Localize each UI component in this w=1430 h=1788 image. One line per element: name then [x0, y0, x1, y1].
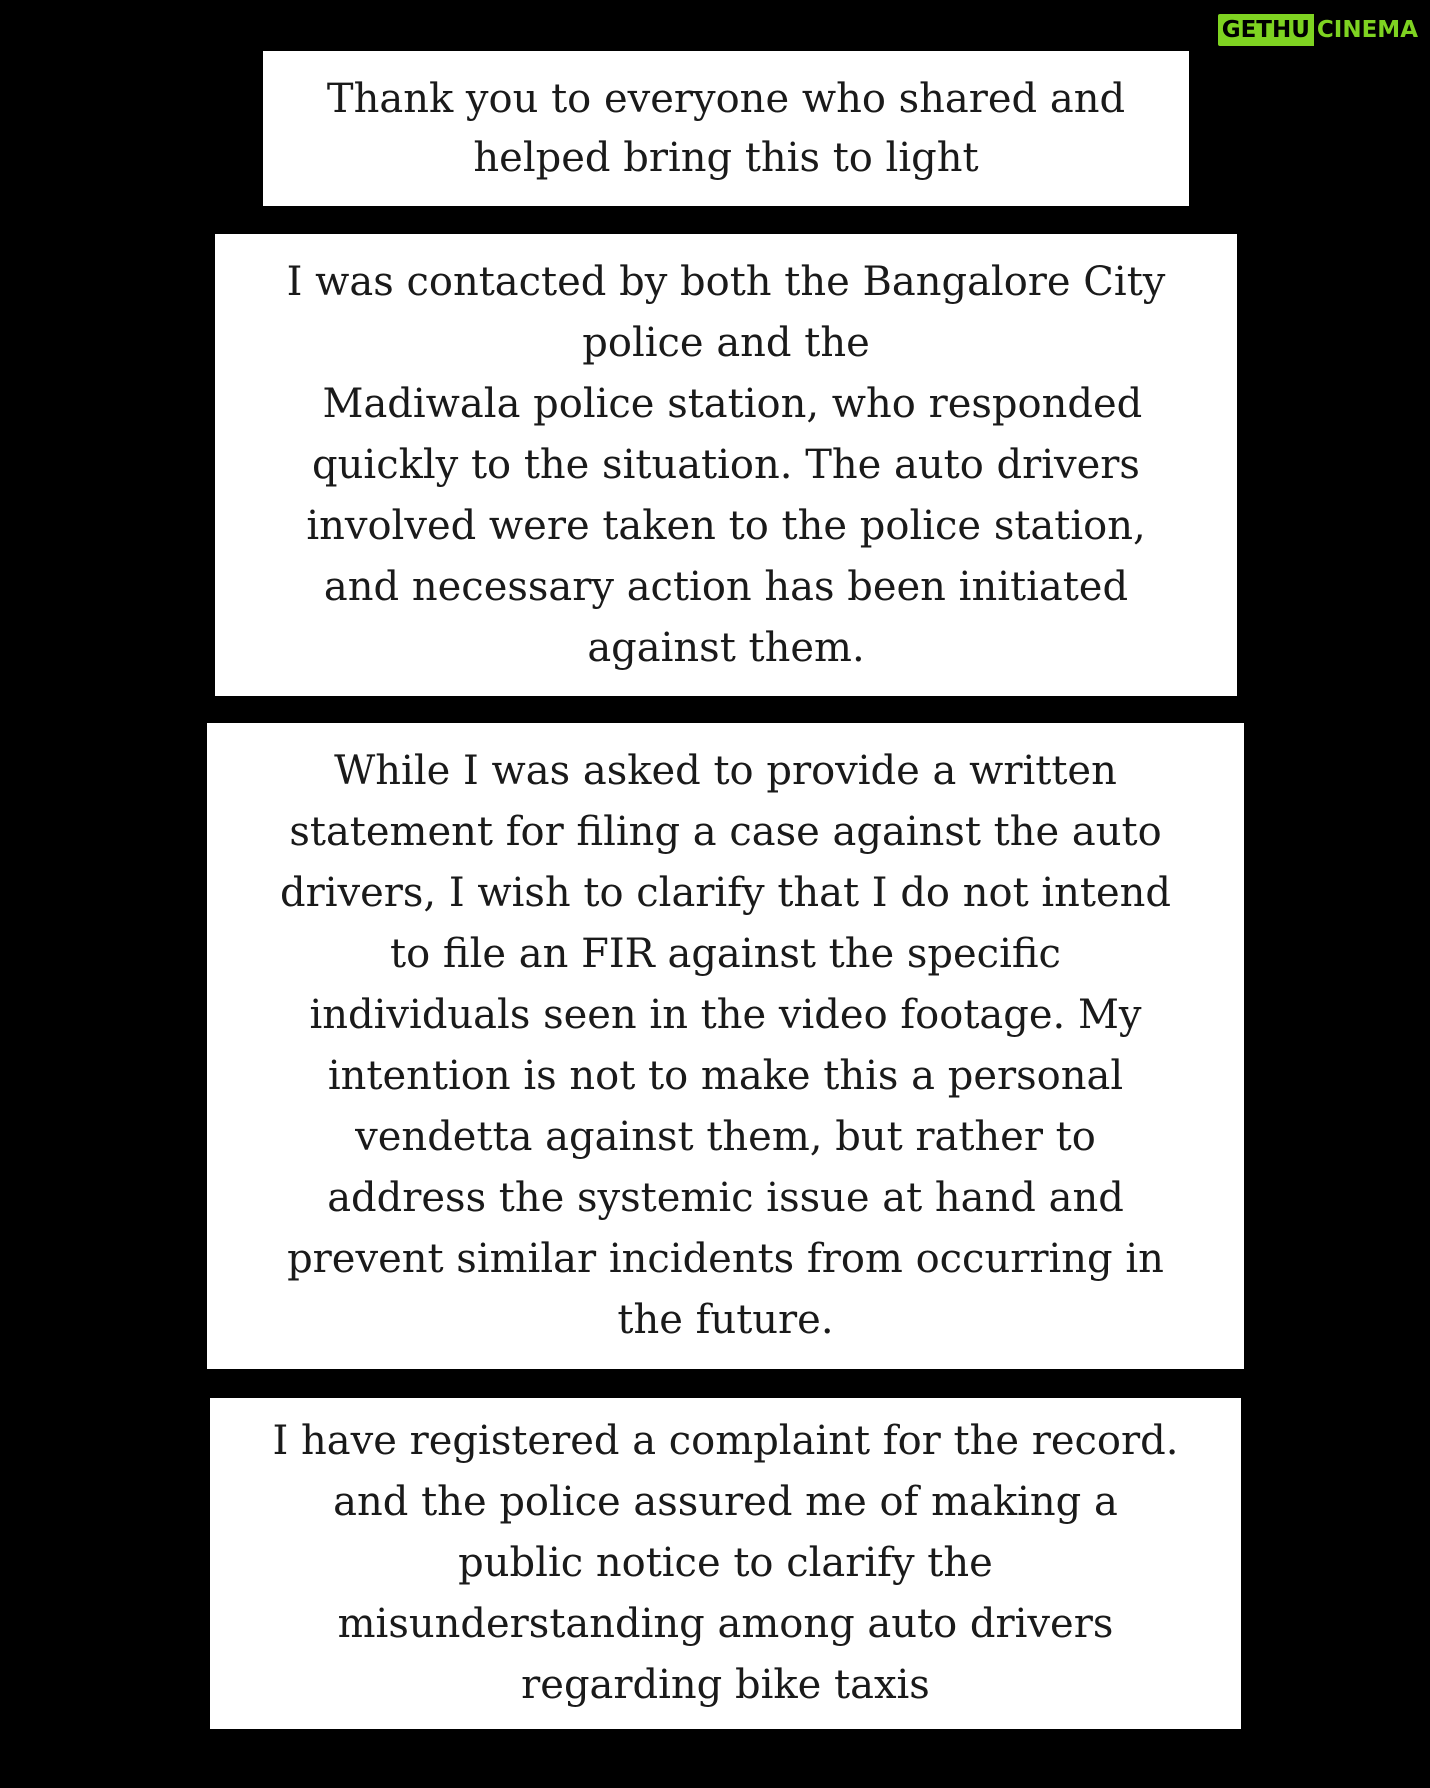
complaint-panel — [210, 1398, 1241, 1729]
text-line: individuals seen in the video footage. My — [309, 992, 1142, 1038]
text-line: misunderstanding among auto drivers — [337, 1601, 1114, 1647]
text-line: Thank you to everyone who shared and — [326, 75, 1126, 122]
text-line: I was contacted by both the Bangalore City — [286, 258, 1166, 305]
text-line: against them. — [587, 624, 865, 671]
logo-cinema-text: CINEMA — [1316, 17, 1418, 43]
text-line: police and the — [582, 319, 870, 366]
police-contact-panel — [215, 234, 1237, 696]
text-line: vendetta against them, but rather to — [355, 1114, 1096, 1160]
logo-gethu-text: GETHU — [1218, 14, 1314, 46]
statement-panel — [207, 723, 1244, 1369]
gethu-cinema-logo — [1218, 14, 1420, 46]
text-line: and necessary action has been initiated — [323, 563, 1129, 610]
text-line: public notice to clarify the — [458, 1540, 993, 1586]
text-line: Madiwala police station, who responded — [309, 380, 1143, 427]
text-line: intention is not to make this a personal — [327, 1053, 1124, 1099]
thank-you-panel — [263, 51, 1189, 206]
text-line: quickly to the situation. The auto drivers — [312, 441, 1140, 488]
text-line: prevent similar incidents from occurring in — [287, 1236, 1164, 1282]
text-line: drivers, I wish to clarify that I do not intend — [279, 870, 1172, 916]
text-line: involved were taken to the police station, — [306, 502, 1146, 549]
text-line: helped bring this to light — [473, 134, 979, 181]
text-line: to file an FIR against the specific — [390, 931, 1061, 977]
text-line: the future. — [617, 1297, 834, 1343]
text-line: While I was asked to provide a written — [334, 748, 1117, 794]
text-line: statement for filing a case against the auto — [289, 809, 1162, 855]
text-line: and the police assured me of making a — [333, 1479, 1118, 1525]
text-line: I have registered a complaint for the record. — [272, 1418, 1179, 1464]
text-line: regarding bike taxis — [521, 1662, 930, 1708]
text-line: address the systemic issue at hand and — [327, 1175, 1124, 1221]
